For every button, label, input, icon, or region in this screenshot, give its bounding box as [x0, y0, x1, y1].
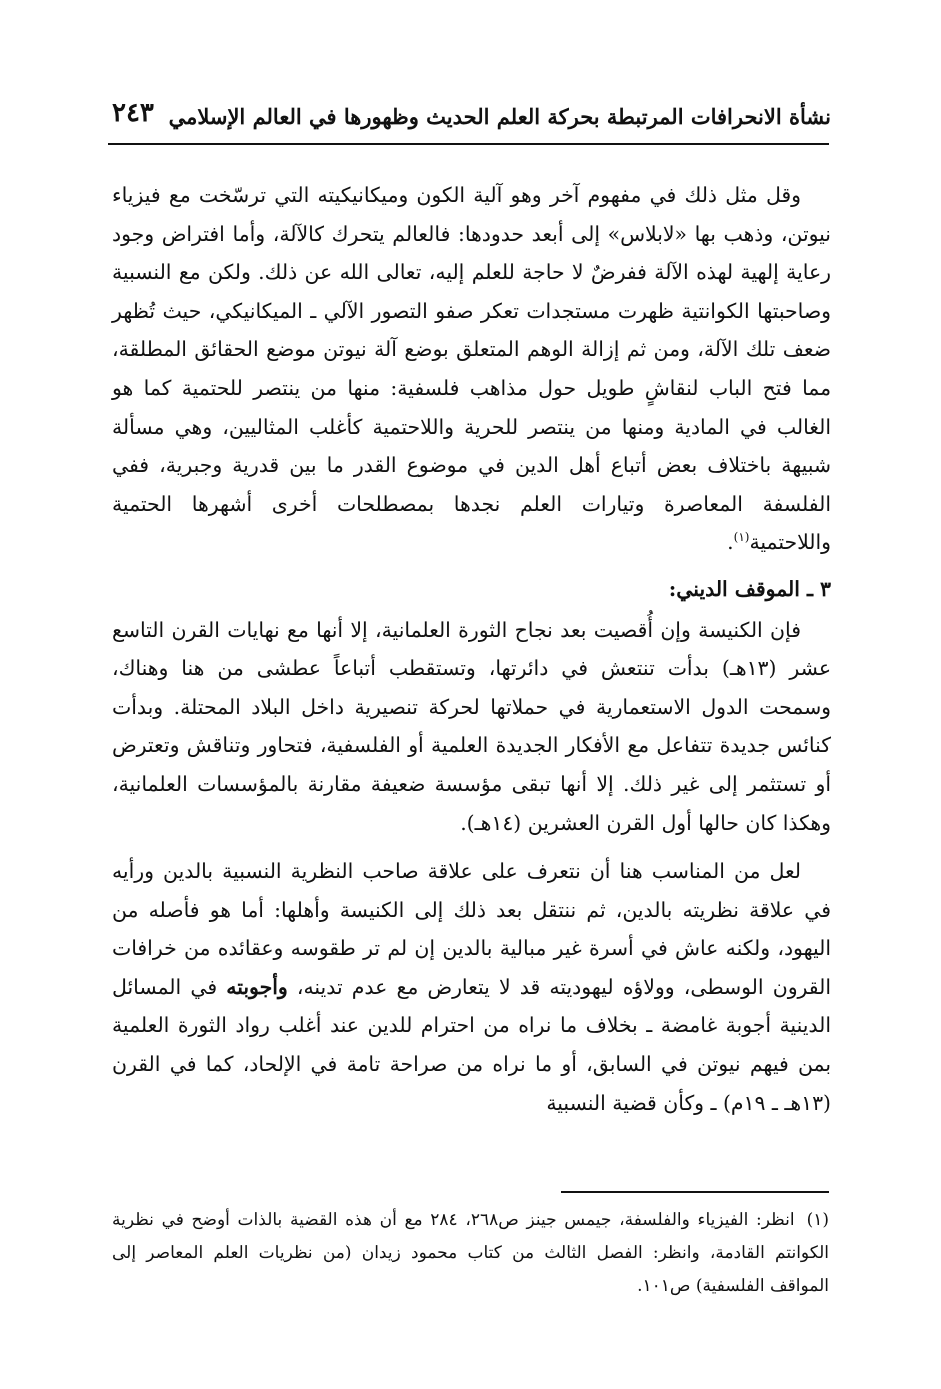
paragraph-3-text-b: في المسائل الدينية أجوبة غامضة ـ بخلاف ما نراه من احترام للدين عند أغلب رواد الثورة العلمية بمن فيهم نيوتن في السابق، أو ما نراه من صراحة تامة في الإلحاد، كما في القرن (١٣هـ ـ ١٩م) ـ وكأن قضية النسبية [112, 974, 832, 1115]
footnote-divider [561, 1191, 829, 1193]
paragraph-2: فإن الكنيسة وإن أُقصيت بعد نجاح الثورة العلمانية، إلا أنها مع نهايات القرن التاسع عشر (١٣هـ) بدأت تنتعش في دائرتها، وتستقطب أتباعاً عطشى من هنا وهناك، وسمحت الدول الاستعمارية في حملاتها لحركة تنصيرية داخل البلاد المحتلة. وبدأت كنائس جديدة تتفاعل مع الأفكار الجديدة العلمية أو الفلسفية، فتحاور وتناقش وتعترض أو تستثمر إلى غير ذلك. إلا أنها تبقى مؤسسة ضعيفة مقارنة بالمؤسسات العلمانية، وهكذا كان حالها أول القرن العشرين (١٤هـ). [112, 617, 832, 835]
paragraph-1 [112, 176, 831, 562]
paragraph-3 [112, 852, 831, 1122]
footnote [112, 1204, 829, 1303]
footnote-reference: (١) [733, 530, 750, 545]
paragraph-3-bold: وأجوبته [226, 974, 288, 999]
paragraph-1-end: . [727, 530, 734, 555]
page-number: ٢٤٣ [112, 98, 154, 128]
main-text [112, 176, 831, 1122]
footnote-text: انظر: الفيزياء والفلسفة، جيمس جينز ص٢٦٨، ٢٨٤ مع أن هذه القضية بالذات أوضح في نظرية الكوانتم القادمة، وانظر: الفصل الثالث من كتاب محمود زيدان (من نظريات العلم المعاصر إلى المواقف الفلسفية) ص١٠١. [112, 1210, 829, 1296]
running-header [110, 98, 831, 138]
paragraph-1-text: وقل مثل ذلك في مفهوم آخر وهو آلية الكون وميكانيكيته التي ترسّخت مع فيزياء نيوتن، وذهب بها «لابلاس» إلى أبعد حدودها: فالعالم يتحرك كالآلة، وأما افتراض وجود رعاية إلهية لهذه الآلة ففرضٌ لا حاجة للعلم إليه، تعالى الله عن ذلك. ولكن مع النسبية وصاحبتها الكوانتية ظهرت مستجدات تعكر صفو التصور الآلي ـ الميكانيكي، حيث تُظهر ضعف تلك الآلة، ومن ثم إزالة الوهم المتعلق بوضع آلة نيوتن موضع الحقائق المطلقة، مما فتح الباب لنقاشٍ طويل حول مذاهب فلسفية: منها من ينتصر للحتمية كما هو الغالب في المادية ومنها من ينتصر للحرية واللاحتمية كأغلب المثاليين، وهي مسألة شبيهة باختلاف بعض أتباع أهل الدين في موضوع القدر ما بين قدرية وجبرية، ففي الفلسفة المعاصرة وتيارات العلم نجدها بمصطلحات أخرى أشهرها الحتمية واللاحتمية [112, 183, 831, 555]
footnote-number: (١) [806, 1210, 829, 1230]
header-title: نشأة الانحرافات المرتبطة بحركة العلم الحديث وظهورها في العالم الإسلامي [168, 104, 831, 129]
section-heading: ٣ ـ الموقف الديني: [668, 576, 831, 601]
paragraph-3-text-a: لعل من المناسب هنا أن نتعرف على علاقة صاحب النظرية النسبية بالدين ورأيه في علاقة نظريته بالدين، ثم ننتقل بعد ذلك إلى الكنيسة وأهلها: أما هو فأصله من اليهود، ولكنه عاش في أسرة غير مبالية بالدين إن لم تر طقوسه وعقائده من خرافات القرون الوسطى، وولاؤه ليهوديته قد لا يتعارض مع عدم تدينه، [112, 859, 831, 999]
header-divider [108, 143, 829, 145]
